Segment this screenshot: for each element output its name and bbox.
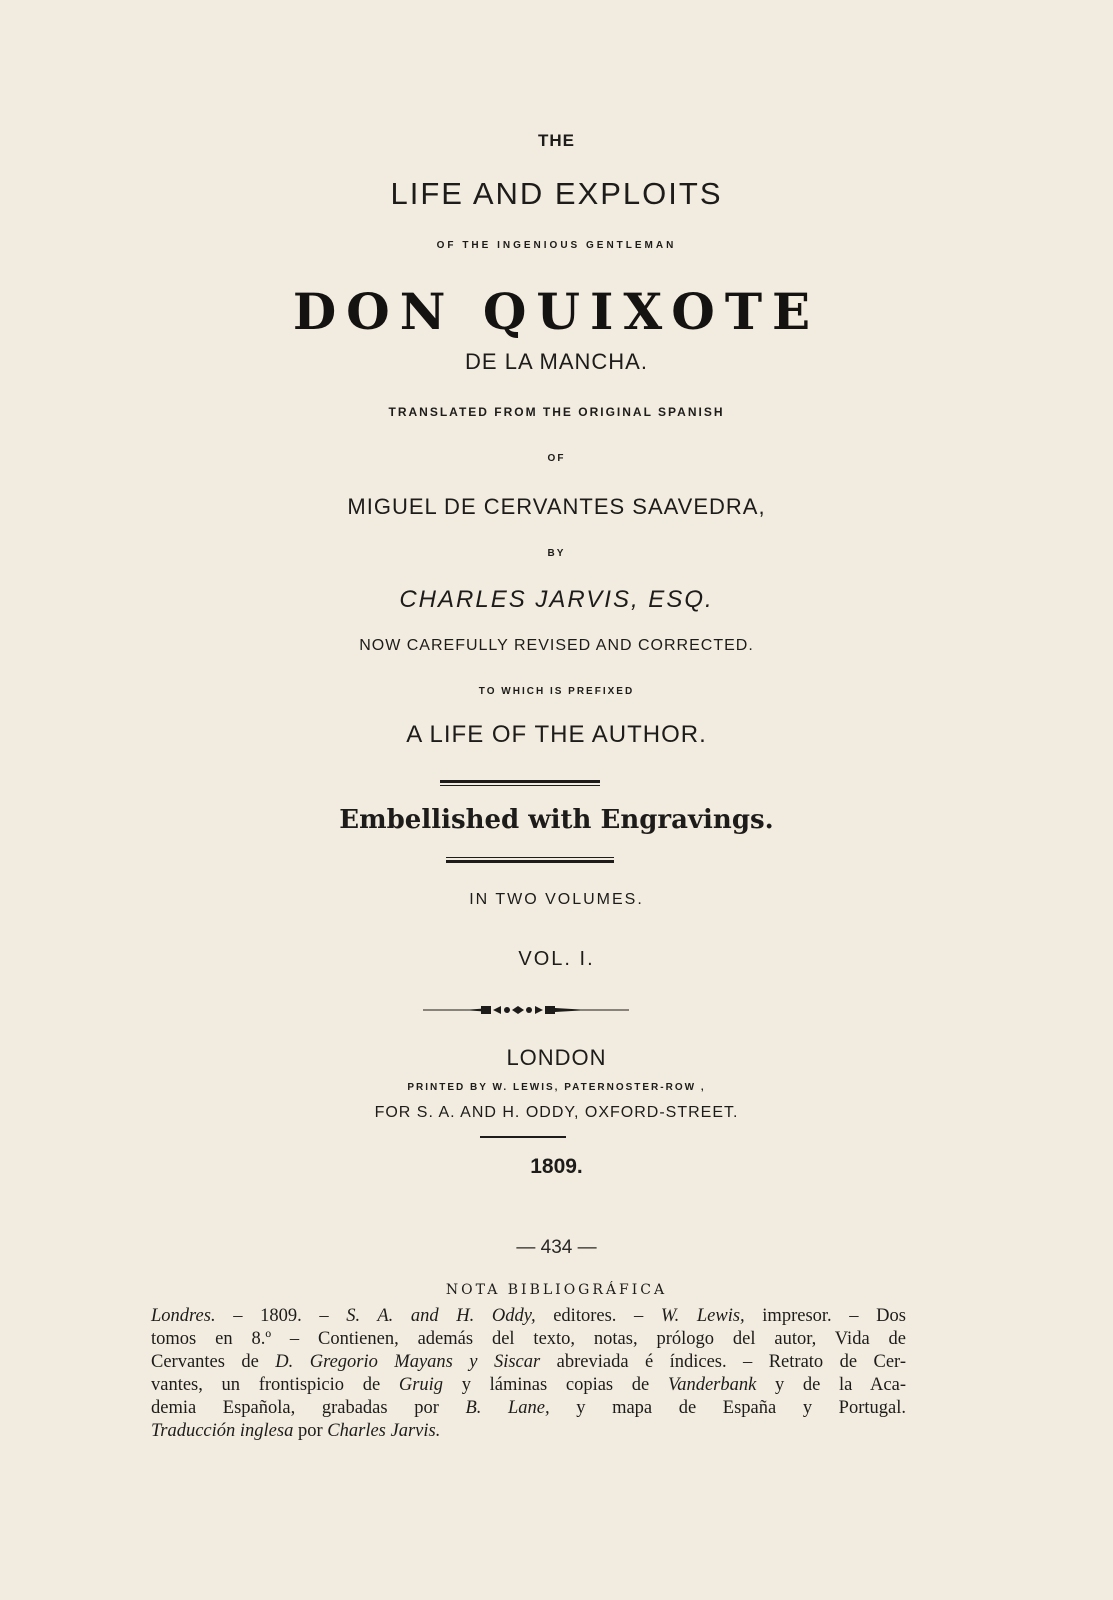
city: LONDON [506, 1045, 607, 1070]
nota-italic-text: Traducción inglesa [151, 1421, 294, 1441]
publication-year: 1809. [530, 1155, 583, 1178]
life-of-author: A LIFE OF THE AUTHOR. [406, 721, 707, 748]
nota-italic-text: Gruig [398, 1375, 444, 1395]
nota-text: y láminas copias de [443, 1375, 668, 1395]
nota-text: Cervantes de [151, 1352, 276, 1372]
nota-italic-text: D. Gregorio Mayans y Siscar [275, 1352, 541, 1372]
title-don-quixote: DON QUIXOTE [292, 282, 821, 341]
volume-number: VOL. I. [518, 948, 595, 970]
double-rule-top [440, 780, 600, 783]
revised-note: NOW CAREFULLY REVISED AND CORRECTED. [359, 637, 754, 654]
nota-body [151, 1305, 906, 1443]
printed-by: PRINTED BY W. LEWIS, PATERNOSTER-ROW , [407, 1082, 706, 1093]
double-rule-bottom-thin [446, 857, 614, 858]
year-rule [480, 1136, 566, 1138]
nota-italic-text: Charles Jarvis. [327, 1421, 441, 1441]
nota-text: tomos en 8.º – Contienen, además del texto, notas, prólogo del autor, Vida de [151, 1329, 906, 1349]
translated-from: TRANSLATED FROM THE ORIGINAL SPANISH [388, 405, 725, 419]
nota-text: – 1809. – [215, 1306, 347, 1326]
title-the: THE [538, 131, 575, 150]
page-number: — 434 — [516, 1237, 597, 1258]
double-rule-bottom [446, 860, 614, 863]
title-de-la-mancha: DE LA MANCHA. [465, 349, 648, 374]
nota-text: abreviada é índices. – Retrato de Cer- [540, 1352, 906, 1372]
nota-line-5 [151, 1397, 906, 1420]
title-by: BY [547, 548, 566, 559]
nota-italic-text: B. Lane, [465, 1398, 550, 1418]
title-life-and-exploits: LIFE AND EXPLOITS [390, 176, 723, 211]
translator-name: CHARLES JARVIS, ESQ. [399, 586, 714, 613]
nota-italic-text: Londres. [151, 1306, 216, 1326]
nota-text: por [293, 1421, 328, 1441]
to-which-prefixed: TO WHICH IS PREFIXED [478, 686, 635, 697]
nota-italic-text: W. Lewis, [660, 1306, 745, 1326]
nota-text: vantes, un frontispicio de [151, 1375, 399, 1395]
nota-text: y de la Aca- [756, 1375, 906, 1395]
title-of-the-gentleman: OF THE INGENIOUS GENTLEMAN [436, 240, 677, 251]
nota-line-2 [151, 1328, 906, 1351]
nota-heading: NOTA BIBLIOGRÁFICA [445, 1282, 668, 1298]
nota-text: y mapa de España y Portugal. [549, 1398, 906, 1418]
in-two-volumes: IN TWO VOLUMES. [469, 891, 644, 908]
title-of: OF [547, 453, 566, 464]
nota-italic-text: Vanderbank [667, 1375, 757, 1395]
ornament-divider [423, 1002, 629, 1018]
nota-italic-text: S. A. and H. Oddy, [346, 1306, 536, 1326]
nota-line-6 [151, 1420, 906, 1443]
embellished-line: Embellished with Engravings. [339, 805, 774, 835]
nota-text: impresor. – Dos [744, 1306, 906, 1326]
nota-line-3 [151, 1351, 906, 1374]
nota-text: demia Española, grabadas por [151, 1398, 466, 1418]
publisher-line: FOR S. A. AND H. ODDY, OXFORD-STREET. [374, 1104, 739, 1121]
author-name: MIGUEL DE CERVANTES SAAVEDRA, [347, 494, 766, 519]
nota-line-4 [151, 1374, 906, 1397]
nota-text: editores. – [535, 1306, 661, 1326]
double-rule-top-thin [440, 785, 600, 786]
nota-line-1 [151, 1305, 906, 1328]
